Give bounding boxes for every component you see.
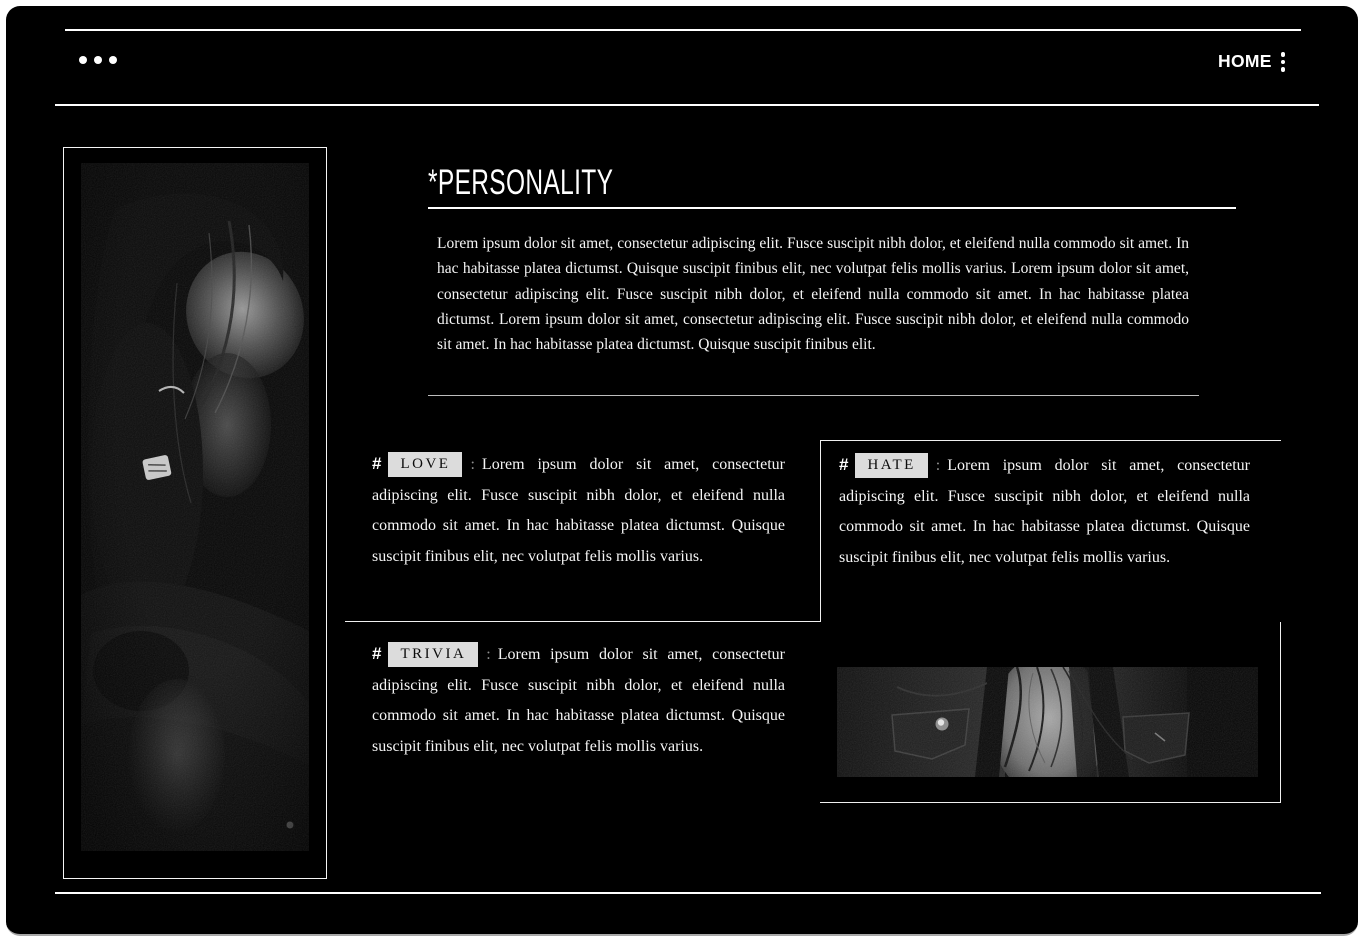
kebab-menu-icon — [1281, 51, 1286, 72]
media-section — [820, 622, 1281, 803]
dot — [109, 56, 117, 64]
dot — [1281, 52, 1286, 57]
hate-label: HATE — [855, 453, 927, 478]
footer-divider — [55, 892, 1321, 894]
header-top-divider — [65, 29, 1301, 31]
trivia-text: Lorem ipsum dolor sit amet, consectetur adipiscing elit. Fusce suscipit nibh dolor, et eleifend nulla commodo sit amet. In hac habitasse platea dictumst. Quisque suscipit finibus elit, nec volutpat felis mollis varius. — [372, 646, 785, 755]
dot — [94, 56, 102, 64]
hate-section — [820, 440, 1281, 622]
personality-intro-text: Lorem ipsum dolor sit amet, consectetur adipiscing elit. Fusce suscipit nibh dolor, et eleifend nulla commodo sit amet. In hac habitasse platea dictumst. Quisque suscipit finibus elit, nec volutpat felis mollis varius. Lorem ipsum dolor sit amet, consectetur adipiscing elit. Fusce suscipit nibh dolor, et eleifend nulla commodo sit amet. In hac habitasse platea dictumst. Lorem ipsum dolor sit amet, consectetur adipiscing elit. Fusce suscipit nibh dolor, et eleifend nulla commodo sit amet. In hac habitasse platea dictumst. Quisque suscipit finibus elit. — [437, 235, 1189, 354]
page-title: *PERSONALITY — [428, 163, 614, 202]
menu-dots-icon — [79, 56, 117, 64]
dot — [1281, 67, 1286, 72]
trivia-label: TRIVIA — [388, 642, 478, 667]
intro-divider — [428, 395, 1199, 396]
home-link[interactable]: HOME — [1218, 51, 1272, 71]
hash-icon: # — [372, 644, 382, 663]
love-text: Lorem ipsum dolor sit amet, consectetur adipiscing elit. Fusce suscipit nibh dolor, et eleifend nulla commodo sit amet. In hac habitasse platea dictumst. Quisque suscipit finibus elit, nec volutpat felis mollis varius. — [372, 456, 785, 565]
hash-icon: # — [372, 454, 382, 473]
portrait-photo — [81, 163, 309, 851]
colon-separator: : — [470, 456, 475, 473]
banner-photo — [837, 667, 1258, 777]
colon-separator: : — [935, 457, 941, 474]
hash-icon: # — [839, 455, 849, 474]
dot — [1281, 60, 1286, 65]
hate-text: Lorem ipsum dolor sit amet, consectetur adipiscing elit. Fusce suscipit nibh dolor, et eleifend nulla commodo sit amet. In hac habitasse platea dictumst. Quisque suscipit finibus elit, nec volutpat felis mollis varius. — [839, 457, 1250, 566]
title-underline-divider — [428, 207, 1236, 209]
colon-separator: : — [486, 646, 491, 663]
header-bottom-divider — [55, 104, 1319, 106]
love-section — [345, 440, 820, 622]
love-label: LOVE — [388, 452, 462, 477]
portrait-frame — [63, 147, 327, 879]
dot — [79, 56, 87, 64]
top-nav — [1218, 51, 1285, 72]
trivia-section — [345, 622, 820, 762]
page-frame — [6, 6, 1358, 936]
